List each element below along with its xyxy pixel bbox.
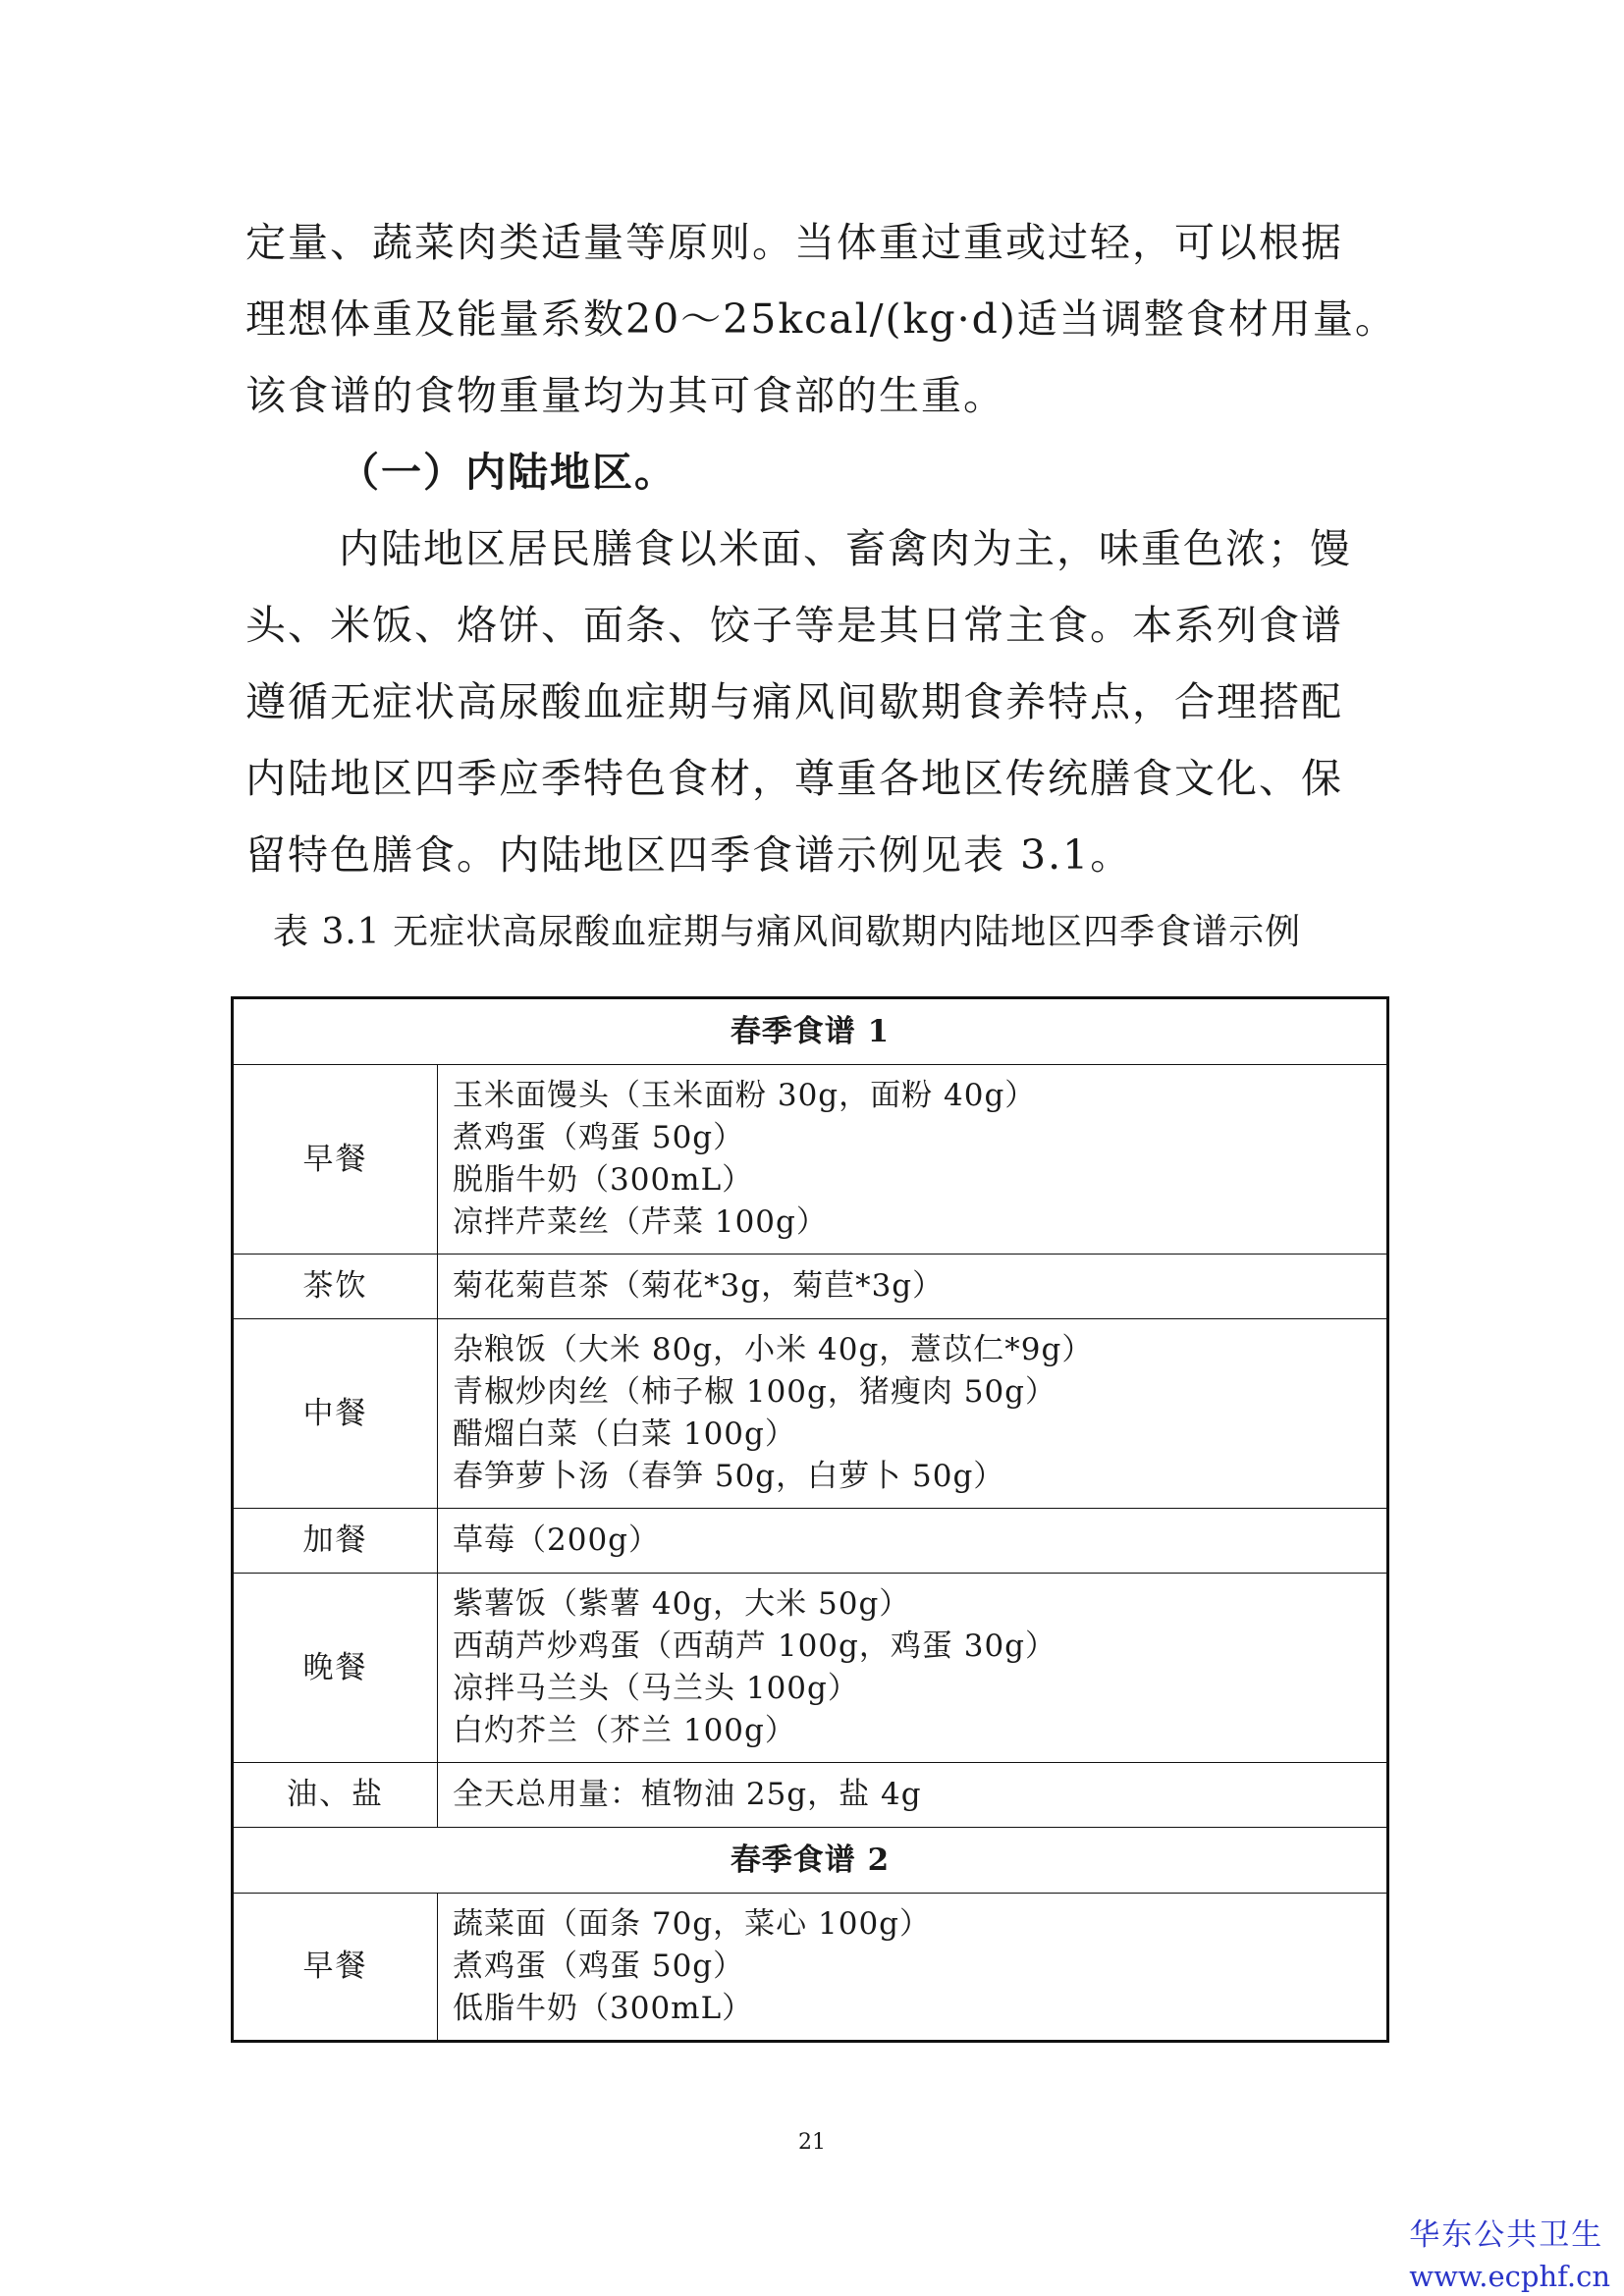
section-title-row: [233, 1828, 1388, 1894]
meal-row: [233, 1763, 1388, 1828]
section-title-row: [233, 998, 1388, 1065]
meal-name: 早餐: [233, 1894, 438, 2042]
food-item: 煮鸡蛋（鸡蛋 50g）: [453, 1949, 745, 1984]
text-line: 理想体重及能量系数20～25kcal/(kg·d)适当调整食材用量。: [245, 295, 1397, 343]
food-item: 凉拌芹菜丝（芹菜 100g）: [453, 1204, 828, 1240]
paragraph-continuation: [245, 204, 1397, 434]
table-caption: 表 3.1 无症状高尿酸血症期与痛风间歇期内陆地区四季食谱示例: [273, 912, 1302, 952]
section-title: 春季食谱 1: [233, 998, 1388, 1065]
food-item: 西葫芦炒鸡蛋（西葫芦 100g，鸡蛋 30g）: [453, 1629, 1057, 1664]
meal-name: 晚餐: [233, 1574, 438, 1763]
text-line: 内陆地区居民膳食以米面、畜禽肉为主，味重色浓；馒: [339, 525, 1352, 572]
meal-items: [438, 1319, 1388, 1509]
paragraph-inland: [245, 510, 1384, 893]
meal-row: [233, 1894, 1388, 2042]
food-item: 白灼芥兰（芥兰 100g）: [453, 1713, 796, 1748]
meal-items: [438, 1509, 1388, 1574]
food-item: 草莓（200g）: [453, 1522, 661, 1558]
text-line: 定量、蔬菜肉类适量等原则。当体重过重或过轻，可以根据: [245, 219, 1343, 266]
meal-items: [438, 1763, 1388, 1828]
food-item: 煮鸡蛋（鸡蛋 50g）: [453, 1120, 745, 1155]
text-line: 头、米饭、烙饼、面条、饺子等是其日常主食。本系列食谱: [245, 602, 1343, 649]
watermark-url: www.ecphf.cn: [1409, 2260, 1610, 2293]
watermark-name: 华东公共卫生: [1409, 2217, 1604, 2253]
food-item: 春笋萝卜汤（春笋 50g，白萝卜 50g）: [453, 1459, 1005, 1494]
menu-table: [231, 996, 1389, 2043]
meal-items: [438, 1574, 1388, 1763]
text-line: 留特色膳食。内陆地区四季食谱示例见表 3.1。: [245, 831, 1133, 879]
meal-row: [233, 1065, 1388, 1255]
food-item: 菊花菊苣茶（菊花*3g，菊苣*3g）: [453, 1268, 945, 1304]
text-line: 该食谱的食物重量均为其可食部的生重。: [245, 372, 1005, 419]
food-item: 玉米面馒头（玉米面粉 30g，面粉 40g）: [453, 1078, 1037, 1113]
section-heading: （一）内陆地区。: [339, 449, 677, 496]
meal-name: 早餐: [233, 1065, 438, 1255]
meal-row: [233, 1509, 1388, 1574]
text-line: 内陆地区四季应季特色食材，尊重各地区传统膳食文化、保: [245, 755, 1343, 802]
page-number: 21: [798, 2130, 826, 2155]
meal-row: [233, 1255, 1388, 1319]
meal-items: [438, 1255, 1388, 1319]
meal-row: [233, 1319, 1388, 1509]
food-item: 醋熘白菜（白菜 100g）: [453, 1416, 796, 1452]
food-item: 低脂牛奶（300mL）: [453, 1991, 754, 2026]
meal-items: [438, 1894, 1388, 2042]
meal-name: 油、盐: [233, 1763, 438, 1828]
food-item: 凉拌马兰头（马兰头 100g）: [453, 1671, 859, 1706]
menu-table-body: [233, 998, 1388, 2042]
text-line: 遵循无症状高尿酸血症期与痛风间歇期食养特点，合理搭配: [245, 678, 1343, 725]
meal-name: 加餐: [233, 1509, 438, 1574]
meal-row: [233, 1574, 1388, 1763]
meal-items: [438, 1065, 1388, 1255]
food-item: 全天总用量：植物油 25g，盐 4g: [453, 1777, 922, 1812]
meal-name: 中餐: [233, 1319, 438, 1509]
meal-name: 茶饮: [233, 1255, 438, 1319]
food-item: 紫薯饭（紫薯 40g，大米 50g）: [453, 1586, 911, 1622]
section-title: 春季食谱 2: [233, 1828, 1388, 1894]
food-item: 蔬菜面（面条 70g，菜心 100g）: [453, 1906, 932, 1942]
watermark: [1409, 2214, 1610, 2296]
food-item: 青椒炒肉丝（柿子椒 100g，猪瘦肉 50g）: [453, 1374, 1057, 1410]
food-item: 杂粮饭（大米 80g，小米 40g，薏苡仁*9g）: [453, 1332, 1094, 1367]
food-item: 脱脂牛奶（300mL）: [453, 1162, 754, 1198]
